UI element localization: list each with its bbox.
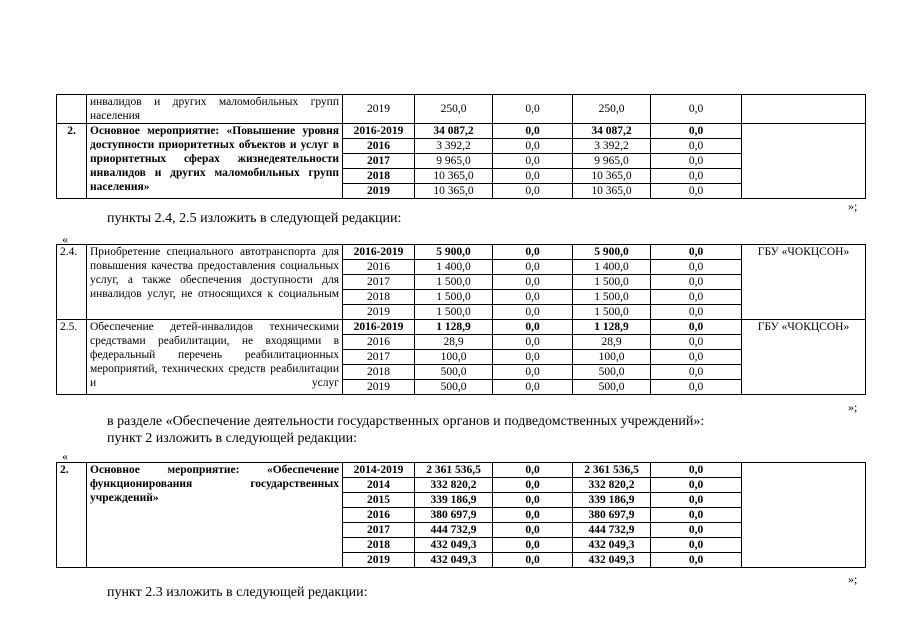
total-cell: 332 820,2 xyxy=(415,478,493,493)
federal-cell: 0,0 xyxy=(493,553,573,568)
regional-cell: 10 365,0 xyxy=(573,169,651,184)
total-cell: 5 900,0 xyxy=(415,245,493,260)
instruction-paragraph: в разделе «Обеспечение деятельности государственных органов и подведомственных учреждений»: xyxy=(107,414,705,429)
item-description: Обеспечение детей-инвалидов техническими средствами реабилитации, не входящими в федеральный перечень реабилитационных мероприятий, технических средств реабилитации и услуг xyxy=(87,320,343,395)
federal-cell: 0,0 xyxy=(493,493,573,508)
federal-cell: 0,0 xyxy=(493,260,573,275)
regional-cell: 28,9 xyxy=(573,335,651,350)
other-cell: 0,0 xyxy=(651,95,742,124)
other-cell: 0,0 xyxy=(651,508,742,523)
regional-cell: 9 965,0 xyxy=(573,154,651,169)
executor-cell xyxy=(742,95,866,124)
year-cell: 2018 xyxy=(343,169,415,184)
total-cell: 500,0 xyxy=(415,380,493,395)
regional-cell: 1 500,0 xyxy=(573,290,651,305)
federal-cell: 0,0 xyxy=(493,184,573,199)
year-cell: 2017 xyxy=(343,350,415,365)
federal-cell: 0,0 xyxy=(493,154,573,169)
table-items-2-4-2-5 xyxy=(56,244,866,395)
row-num xyxy=(57,95,87,124)
item-number: 2.5. xyxy=(57,320,87,395)
total-cell: 1 400,0 xyxy=(415,260,493,275)
year-cell: 2016 xyxy=(343,335,415,350)
federal-cell: 0,0 xyxy=(493,523,573,538)
total-cell: 1 500,0 xyxy=(415,290,493,305)
federal-cell: 0,0 xyxy=(493,124,573,139)
total-cell: 339 186,9 xyxy=(415,493,493,508)
year-cell: 2019 xyxy=(343,184,415,199)
other-cell: 0,0 xyxy=(651,380,742,395)
total-cell: 500,0 xyxy=(415,365,493,380)
instruction-paragraph: пункт 2.3 изложить в следующей редакции: xyxy=(107,585,368,600)
other-cell: 0,0 xyxy=(651,139,742,154)
federal-cell: 0,0 xyxy=(493,305,573,320)
table-item-2-institutions xyxy=(56,462,866,568)
regional-cell: 34 087,2 xyxy=(573,124,651,139)
other-cell: 0,0 xyxy=(651,154,742,169)
closing-quote: »; xyxy=(848,199,858,213)
table-row xyxy=(57,320,866,335)
regional-cell: 500,0 xyxy=(573,380,651,395)
total-cell: 1 500,0 xyxy=(415,305,493,320)
federal-cell: 0,0 xyxy=(493,508,573,523)
other-cell: 0,0 xyxy=(651,320,742,335)
other-cell: 0,0 xyxy=(651,260,742,275)
other-cell: 0,0 xyxy=(651,463,742,478)
other-cell: 0,0 xyxy=(651,523,742,538)
year-cell: 2018 xyxy=(343,290,415,305)
executor-cell xyxy=(742,124,866,199)
regional-cell: 250,0 xyxy=(573,95,651,124)
regional-cell: 1 400,0 xyxy=(573,260,651,275)
total-cell: 10 365,0 xyxy=(415,169,493,184)
total-cell: 432 049,3 xyxy=(415,538,493,553)
other-cell: 0,0 xyxy=(651,478,742,493)
instruction-paragraph: пункты 2.4, 2.5 изложить в следующей редакции: xyxy=(107,211,402,226)
total-cell: 2 361 536,5 xyxy=(415,463,493,478)
regional-cell: 1 128,9 xyxy=(573,320,651,335)
year-cell: 2019 xyxy=(343,305,415,320)
total-cell: 1 128,9 xyxy=(415,320,493,335)
year-cell: 2016 xyxy=(343,508,415,523)
year-cell: 2015 xyxy=(343,493,415,508)
federal-cell: 0,0 xyxy=(493,169,573,184)
regional-cell: 1 500,0 xyxy=(573,305,651,320)
other-cell: 0,0 xyxy=(651,538,742,553)
total-cell: 28,9 xyxy=(415,335,493,350)
regional-cell: 444 732,9 xyxy=(573,523,651,538)
federal-cell: 0,0 xyxy=(493,380,573,395)
item-number: 2. xyxy=(57,124,87,199)
executor-cell: ГБУ «ЧОКЦСОН» xyxy=(742,245,866,320)
year-cell: 2019 xyxy=(343,95,415,124)
total-cell: 34 087,2 xyxy=(415,124,493,139)
total-cell: 444 732,9 xyxy=(415,523,493,538)
instruction-paragraph: пункт 2 изложить в следующей редакции: xyxy=(107,431,357,446)
item-number: 2. xyxy=(57,463,87,568)
regional-cell: 3 392,2 xyxy=(573,139,651,154)
federal-cell: 0,0 xyxy=(493,95,573,124)
item-description: Основное мероприятие: «Повышение уровня доступности приоритетных объектов и услуг в приоритетных сферах жизнедеятельности инвалидов и других маломобильных групп населения» xyxy=(87,124,343,199)
year-cell: 2017 xyxy=(343,275,415,290)
other-cell: 0,0 xyxy=(651,365,742,380)
executor-cell xyxy=(742,463,866,568)
year-cell: 2016-2019 xyxy=(343,245,415,260)
other-cell: 0,0 xyxy=(651,335,742,350)
other-cell: 0,0 xyxy=(651,184,742,199)
other-cell: 0,0 xyxy=(651,290,742,305)
regional-cell: 380 697,9 xyxy=(573,508,651,523)
opening-quote: « xyxy=(62,449,68,463)
total-cell: 250,0 xyxy=(415,95,493,124)
year-cell: 2018 xyxy=(343,365,415,380)
other-cell: 0,0 xyxy=(651,275,742,290)
regional-cell: 100,0 xyxy=(573,350,651,365)
row-description: инвалидов и других маломобильных групп населения xyxy=(87,95,343,124)
regional-cell: 432 049,3 xyxy=(573,538,651,553)
regional-cell: 2 361 536,5 xyxy=(573,463,651,478)
federal-cell: 0,0 xyxy=(493,275,573,290)
federal-cell: 0,0 xyxy=(493,538,573,553)
year-cell: 2014-2019 xyxy=(343,463,415,478)
table-row xyxy=(57,245,866,260)
item-description: Приобретение специального автотранспорта для повышения качества предоставления социальных услуг, а также обеспечения доступности для инвалидов услуг, не относящихся к социальным xyxy=(87,245,343,320)
regional-cell: 432 049,3 xyxy=(573,553,651,568)
table-row xyxy=(57,95,866,124)
other-cell: 0,0 xyxy=(651,245,742,260)
other-cell: 0,0 xyxy=(651,493,742,508)
federal-cell: 0,0 xyxy=(493,290,573,305)
year-cell: 2019 xyxy=(343,380,415,395)
year-cell: 2017 xyxy=(343,154,415,169)
other-cell: 0,0 xyxy=(651,553,742,568)
other-cell: 0,0 xyxy=(651,169,742,184)
total-cell: 432 049,3 xyxy=(415,553,493,568)
opening-quote: « xyxy=(62,232,68,246)
total-cell: 3 392,2 xyxy=(415,139,493,154)
closing-quote: »; xyxy=(848,572,858,586)
total-cell: 1 500,0 xyxy=(415,275,493,290)
item-description: Основное мероприятие: «Обеспечение функционирования государственных учреждений» xyxy=(87,463,343,568)
other-cell: 0,0 xyxy=(651,124,742,139)
regional-cell: 5 900,0 xyxy=(573,245,651,260)
year-cell: 2016-2019 xyxy=(343,320,415,335)
table-row xyxy=(57,124,866,139)
total-cell: 100,0 xyxy=(415,350,493,365)
item-number: 2.4. xyxy=(57,245,87,320)
federal-cell: 0,0 xyxy=(493,245,573,260)
federal-cell: 0,0 xyxy=(493,463,573,478)
year-cell: 2016 xyxy=(343,260,415,275)
regional-cell: 1 500,0 xyxy=(573,275,651,290)
executor-cell: ГБУ «ЧОКЦСОН» xyxy=(742,320,866,395)
regional-cell: 332 820,2 xyxy=(573,478,651,493)
total-cell: 380 697,9 xyxy=(415,508,493,523)
regional-cell: 339 186,9 xyxy=(573,493,651,508)
federal-cell: 0,0 xyxy=(493,478,573,493)
federal-cell: 0,0 xyxy=(493,320,573,335)
year-cell: 2016-2019 xyxy=(343,124,415,139)
total-cell: 10 365,0 xyxy=(415,184,493,199)
federal-cell: 0,0 xyxy=(493,365,573,380)
federal-cell: 0,0 xyxy=(493,335,573,350)
year-cell: 2018 xyxy=(343,538,415,553)
other-cell: 0,0 xyxy=(651,350,742,365)
year-cell: 2017 xyxy=(343,523,415,538)
total-cell: 9 965,0 xyxy=(415,154,493,169)
other-cell: 0,0 xyxy=(651,305,742,320)
year-cell: 2016 xyxy=(343,139,415,154)
closing-quote: »; xyxy=(848,400,858,414)
federal-cell: 0,0 xyxy=(493,350,573,365)
regional-cell: 10 365,0 xyxy=(573,184,651,199)
regional-cell: 500,0 xyxy=(573,365,651,380)
year-cell: 2019 xyxy=(343,553,415,568)
federal-cell: 0,0 xyxy=(493,139,573,154)
table-item-2-continuation xyxy=(56,94,866,199)
table-row xyxy=(57,463,866,478)
year-cell: 2014 xyxy=(343,478,415,493)
